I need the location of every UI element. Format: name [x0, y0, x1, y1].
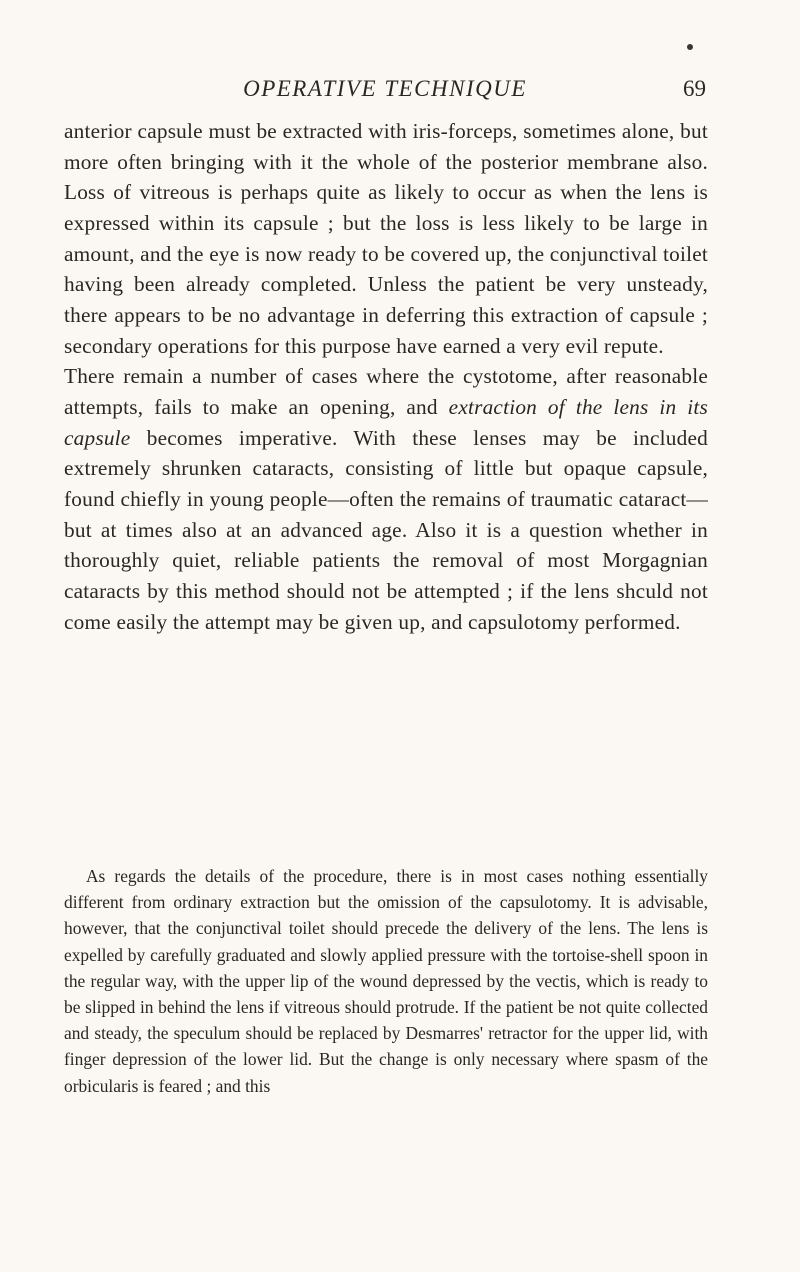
paragraph-2 [64, 361, 708, 637]
printer-mark [687, 44, 693, 50]
running-title: OPERATIVE TECHNIQUE [243, 76, 527, 101]
small-print-paragraph: As regards the details of the procedure, there is in most cases nothing essentially different from ordinary extraction but the omission of the capsulotomy. It is advisable, however, that the conjunctival toilet should precede the delivery of the lens. The lens is expelled by carefully graduated and slowly applied pressure with the tortoise-shell spoon in the regular way, with the upper lip of the wound depressed by the vectis, which is ready to be slipped in behind the lens if vitreous should protrude. If the patient be not quite collected and steady, the speculum should be replaced by Desmarres' retractor for the upper lid, with finger depression of the lower lid. But the change is only necessary where spasm of the orbicularis is feared ; and this [64, 866, 708, 1096]
paragraph-2-end: becomes imperative. With these lenses may be included extremely shrunken cataracts, consisting of little but opaque capsule, found chiefly in young people—often the remains of traumatic cataract—but at times also at an advanced age. Also it is a question whether in thoroughly quiet, reliable patients the removal of most Morgagnian cataracts by this method should not be attempted ; if the lens shculd not come easily the attempt may be given up, and capsulotomy performed. [64, 425, 708, 634]
paragraph-1: anterior capsule must be extracted with iris-forceps, sometimes alone, but more often bringing with it the whole of the posterior membrane also. Loss of vitreous is perhaps quite as likely to occur as when the lens is expressed within its capsule ; but the loss is less likely to be large in amount, and the eye is now ready to be covered up, the conjunctival toilet having been already completed. Unless the patient be very unsteady, there appears to be no advantage in deferring this extraction of capsule ; secondary operations for this purpose have earned a very evil repute. [64, 119, 708, 358]
page-number: 69 [683, 76, 706, 101]
paragraph-2-start: There remain a number of cases where the cystotome, after reasonable attempts, fails to make an opening, and [64, 364, 708, 419]
small-print-section [64, 863, 708, 1099]
paragraph-2-italic-phrase: extraction of the lens in its capsule [64, 394, 708, 450]
main-body-text [64, 116, 708, 637]
running-header [64, 76, 706, 108]
